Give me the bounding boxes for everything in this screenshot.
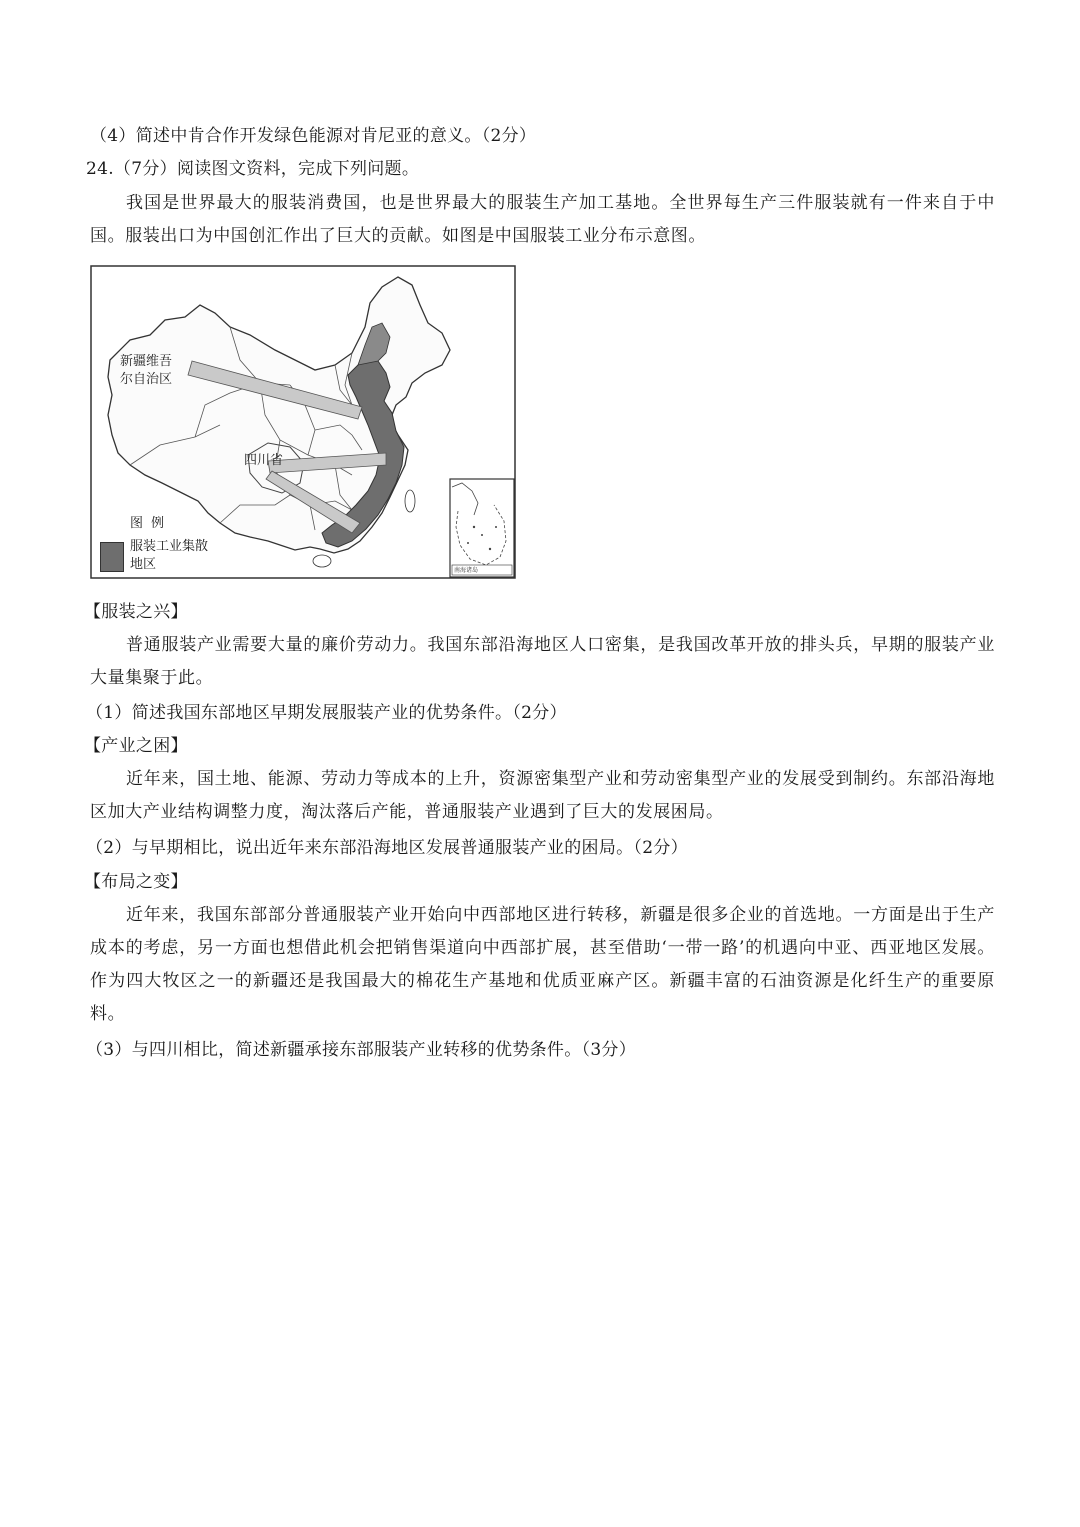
map-graphic — [90, 265, 516, 579]
question-24-heading: 24.（7分）阅读图文资料，完成下列问题。 — [86, 159, 420, 179]
legend-item: 服装工业集散地区 — [130, 539, 209, 572]
map-label-sichuan: 四川省 — [244, 453, 284, 468]
hainan-island — [313, 555, 331, 567]
china-garment-industry-map — [90, 265, 516, 579]
section-1-text: 普通服装产业需要大量的廉价劳动力。我国东部沿海地区人口密集，是我国改革开放的排头兵，早期的服装产业大量集聚于此。 — [90, 635, 995, 688]
inset-label: 南海诸岛 — [454, 567, 479, 574]
question-2: （2）与早期相比，说出近年来东部沿海地区发展普通服装产业的困局。（2分） — [86, 838, 688, 858]
section-2-text: 近年来，国土地、能源、劳动力等成本的上升，资源密集型产业和劳动密集型产业的发展受到制约。东部沿海地区加大产业结构调整力度，淘汰落后产能，普通服装产业遇到了巨大的发展困局。 — [90, 769, 995, 822]
question-4-prev: （4）简述中肯合作开发绿色能源对肯尼亚的意义。（2分） — [90, 126, 537, 146]
taiwan-island — [405, 490, 415, 512]
question-3: （3）与四川相比，简述新疆承接东部服装产业转移的优势条件。（3分） — [86, 1040, 637, 1060]
section-2-title: 【产业之困】 — [84, 736, 188, 756]
map-label-xinjiang: 新疆维吾尔自治区 — [120, 354, 173, 387]
legend-title: 图例 — [130, 516, 173, 531]
question-24-intro: 我国是世界最大的服装消费国，也是世界最大的服装生产加工基地。全世界每生产三件服装就有一件来自于中国。服装出口为中国创汇作出了巨大的贡献。如图是中国服装工业分布示意图。 — [90, 193, 995, 246]
section-3-title: 【布局之变】 — [84, 872, 188, 892]
legend-swatch — [100, 542, 124, 572]
section-1-title: 【服装之兴】 — [84, 602, 188, 622]
question-1: （1）简述我国东部地区早期发展服装产业的优势条件。（2分） — [86, 703, 567, 723]
section-3-text: 近年来，我国东部部分普通服装产业开始向中西部地区进行转移，新疆是很多企业的首选地。一方面是出于生产成本的考虑，另一方面也想借此机会把销售渠道向中西部扩展，甚至借助‘一带一路’的机遇向中亚、西亚地区发展。作为四大牧区之一的新疆还是我国最大的棉花生产基地和优质亚麻产区。新疆丰富的石油资源是化纤生产的重要原料。 — [90, 905, 995, 1024]
